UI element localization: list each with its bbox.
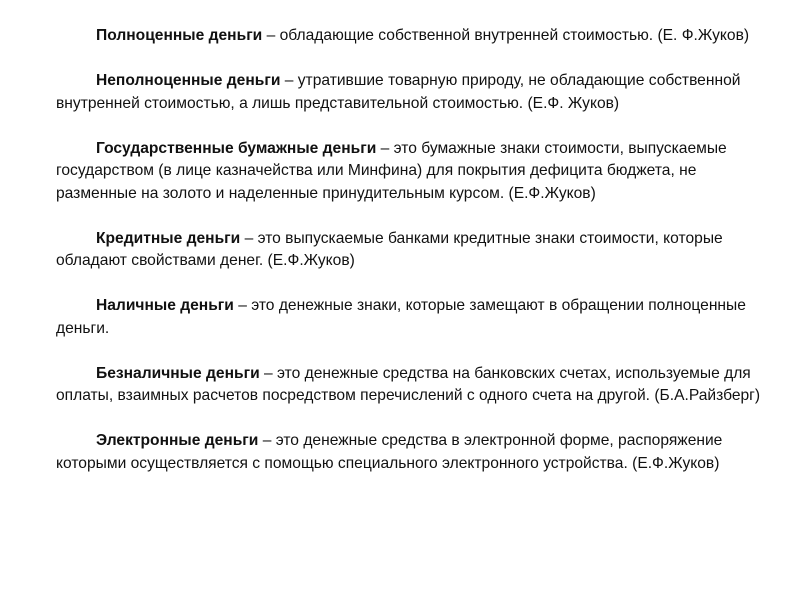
definition-text: – утратившие товарную природу, не обладающие собственной внутренней стоимостью, а лишь представительной стоимостью. (Е.Ф. Жуков) [56,72,741,112]
definition-term: Наличные деньги [96,297,234,314]
definition-text: – это денежные средства на банковских счетах, используемые для оплаты, взаимных расчетов посредством перечислений с одного счета на другой. (Б.А.Райзберг) [56,364,761,404]
definition-term: Безналичные деньги [96,364,260,382]
definition-credit-money [56,228,768,273]
definition-term: Электронные деньги [96,432,259,449]
definition-text: – обладающие собственной внутренней стоимостью. (Е. Ф.Жуков) [262,27,750,44]
definition-term: Государственные бумажные деньги [96,139,377,157]
definition-non-cash-money [56,363,768,408]
definition-text: – это бумажные знаки стоимости, выпускаемые государством (в лице казначейства или Минфина) для покрытия дефицита бюджета, не разменные на золото и наделенные принудительным курсом. (Е.Ф.Жуков) [56,139,727,202]
definition-term: Неполноценные деньги [96,72,281,89]
definition-cash-money [56,295,768,340]
definition-state-paper-money [56,138,768,206]
definitions-document [56,25,768,475]
definition-text: – это денежные средства в электронной форме, распоряжение которыми осуществляется с помощью специального электронного устройства. (Е.Ф.Жуков) [56,432,723,472]
definition-text: – это выпускаемые банками кредитные знаки стоимости, которые обладают свойствами денег. (Е.Ф.Жуков) [56,229,723,269]
definition-electronic-money [56,430,768,475]
definition-term: Кредитные деньги [96,229,241,247]
definition-term: Полноценные деньги [96,27,263,44]
definition-text: – это денежные знаки, которые замещают в обращении полноценные деньги. [56,297,746,337]
definition-token-money [56,70,768,115]
definition-full-value-money [56,25,768,48]
